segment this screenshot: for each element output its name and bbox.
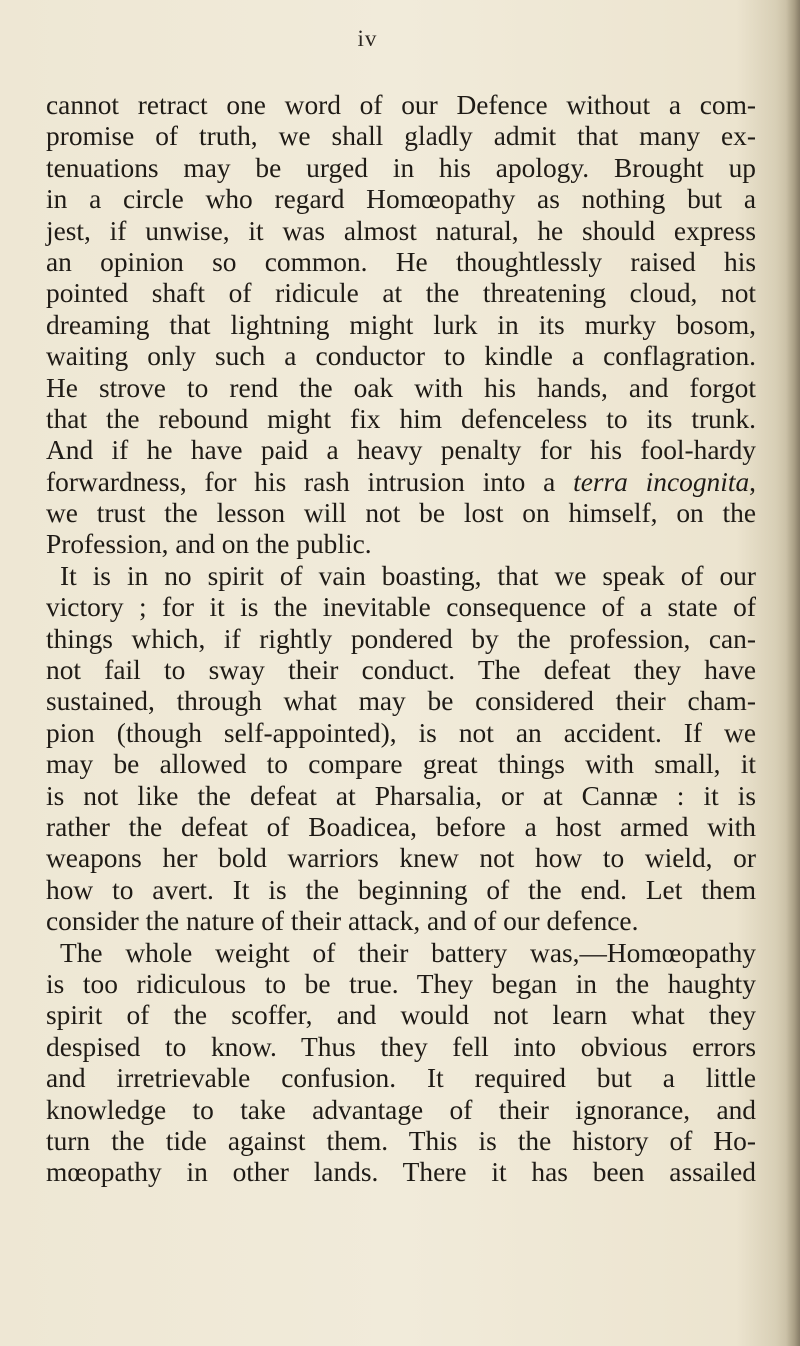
text-line: promise of truth, we shall gladly admit that many ex- [46, 121, 756, 152]
text-line: turn the tide against them. This is the history of Ho- [46, 1125, 756, 1156]
text-line: despised to know. Thus they fell into obvious errors [46, 1031, 756, 1062]
text-line: dreaming that lightning might lurk in its murky bosom, [46, 309, 756, 340]
text-line: And if he have paid a heavy penalty for his fool-hardy [46, 435, 756, 466]
text-line: The whole weight of their battery was,—Homœopathy [60, 937, 756, 968]
italic-phrase: terra incognita [573, 466, 750, 497]
text-line: forwardness, for his rash intrusion into a terra incognita, [46, 466, 757, 497]
text-line: It is in no spirit of vain boasting, that we speak of our [60, 560, 756, 591]
text-line: sustained, through what may be considered their cham- [46, 686, 756, 717]
text-line: cannot retract one word of our Defence without a com- [46, 90, 756, 120]
text-line: waiting only such a conductor to kindle a conflagration. [46, 341, 756, 372]
text-line: may be allowed to compare great things with small, it [46, 749, 756, 780]
text-line: is too ridiculous to be true. They began in the haughty [46, 968, 756, 999]
text-line: mœopathy in other lands. There it has been assailed [46, 1157, 756, 1188]
body-text [46, 90, 756, 1189]
text-line: consider the nature of their attack, and of our defence. [46, 906, 639, 937]
text-line: tenuations may be urged in his apology. Brought up [46, 152, 756, 183]
text-line: how to avert. It is the beginning of the end. Let them [46, 874, 756, 905]
text-line: spirit of the scoffer, and would not learn what they [46, 1000, 756, 1031]
text-line: we trust the lesson will not be lost on himself, on the [46, 498, 756, 529]
text-line: jest, if unwise, it was almost natural, he should express [46, 215, 756, 246]
page-edge-shadow [786, 0, 800, 1346]
text-line: that the rebound might fix him defenceless to its trunk. [46, 403, 756, 434]
text-line: pointed shaft of ridicule at the threatening cloud, not [46, 278, 756, 309]
text-line: in a circle who regard Homœopathy as nothing but a [46, 184, 756, 215]
text-line: an opinion so common. He thoughtlessly raised his [46, 246, 756, 277]
text-line: knowledge to take advantage of their ignorance, and [46, 1094, 756, 1125]
text-line: is not like the defeat at Pharsalia, or at Cannæ : it is [46, 780, 756, 811]
text-line: He strove to rend the oak with his hands, and forgot [46, 372, 756, 403]
text-line: and irretrievable confusion. It required but a little [46, 1063, 756, 1094]
text-line: victory ; for it is the inevitable consequence of a state of [46, 592, 756, 623]
text-line: not fail to sway their conduct. The defeat they have [46, 655, 756, 686]
text-line: things which, if rightly pondered by the profession, can- [46, 623, 756, 654]
text-line: Profession, and on the public. [46, 529, 372, 560]
text-line: pion (though self-appointed), is not an accident. If we [46, 717, 756, 748]
page-number: iv [357, 26, 378, 51]
text-line: rather the defeat of Boadicea, before a host armed with [46, 811, 756, 842]
text-line: weapons her bold warriors knew not how to wield, or [46, 843, 756, 874]
